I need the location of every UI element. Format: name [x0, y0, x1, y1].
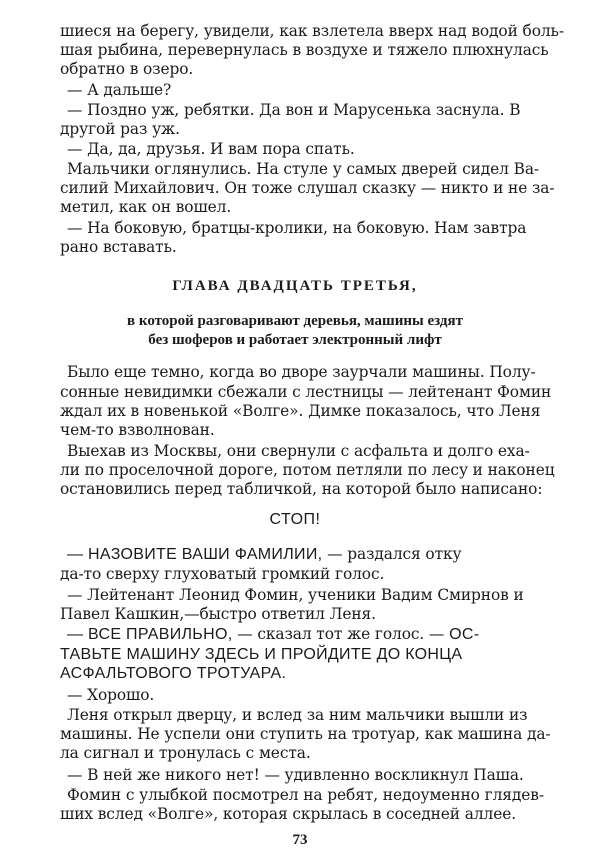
text-line: Леня открыл дверцу, и вслед за ним мальчики вышли из: [67, 706, 528, 724]
text-line: Выехав из Москвы, они свернули с асфальта и долго еха-: [67, 442, 530, 460]
text-span: — сказал тот же голос. —: [232, 625, 450, 643]
text-line: Мальчики оглянулись. На стуле у самых дверей сидел Ва-: [67, 160, 540, 178]
chapter-title: ГЛАВА ДВАДЦАТЬ ТРЕТЬЯ,: [172, 278, 418, 294]
dialogue-line: — Поздно уж, ребятки. Да вон и Марусенька заснула. В: [67, 101, 521, 119]
text-line: сонные невидимки сбежали с лестницы — лейтенант Фомин: [60, 383, 552, 401]
text-line: чем-то взволнован.: [60, 421, 215, 439]
caps-voice: ОС-: [449, 626, 480, 643]
dialogue-line: — Хорошо.: [67, 686, 155, 704]
text-line: [67, 545, 504, 564]
caps-voice: — НАЗОВИТЕ ВАШИ ФАМИЛИИ,: [67, 546, 323, 563]
text-line: метил, как он вошел.: [60, 198, 232, 216]
text-line: шая рыбина, перевернулась в воздухе и тяжело плюхнулась: [60, 41, 549, 59]
caps-line: ТАВЬТЕ МАШИНУ ЗДЕСЬ И ПРОЙДИТЕ ДО КОНЦА: [60, 646, 463, 663]
text-span: — раздался отку: [322, 545, 462, 563]
text-line: Фомин с улыбкой посмотрел на ребят, недоуменно глядев-: [67, 786, 544, 804]
text-line: Павел Кашкин,—быстро ответил Леня.: [60, 605, 376, 623]
dialogue-line: — А дальше?: [67, 81, 172, 99]
caps-voice: — ВСЕ ПРАВИЛЬНО,: [67, 626, 233, 643]
caps-line: АСФАЛЬТОВОГО ТРОТУАРА.: [60, 665, 287, 682]
text-line: ла сигнал и тронулась с места.: [60, 744, 311, 762]
text-line: ли по проселочной дороге, потом петляли по лесу и наконец: [60, 461, 555, 479]
text-line: другой раз уж.: [60, 120, 180, 138]
chapter-subtitle: в которой разговаривают деревья, машины ездят: [127, 313, 463, 329]
dialogue-line: — На боковую, братцы-кролики, на боковую. Нам завтра: [67, 219, 527, 237]
dialogue-line: — Да, да, друзья. И вам пора спать.: [67, 140, 355, 158]
text-line: Было еще темно, когда во дворе заурчали машины. Полу-: [67, 363, 536, 381]
text-line: остановились перед табличкой, на которой было написано:: [60, 480, 543, 498]
dialogue-line: — В ней же никого нет! — удивленно воскликнул Паша.: [67, 766, 524, 784]
page-number: 73: [292, 832, 308, 848]
text-line: шиеся на берегу, увидели, как взлетела вверх над водой боль-: [60, 22, 564, 40]
text-line: ших вслед «Волге», которая скрылась в соседней аллее.: [60, 805, 516, 823]
text-line: машины. Не успели они ступить на тротуар, как машина да-: [60, 725, 551, 743]
chapter-subtitle: без шоферов и работает электронный лифт: [148, 332, 442, 348]
text-line: обратно в озеро.: [60, 60, 194, 78]
text-line: силий Михайлович. Он тоже слушал сказку — никто и не за-: [60, 179, 555, 197]
text-line: рано вставать.: [60, 238, 177, 256]
sign-text: СТОП!: [269, 511, 321, 528]
text-line: да-то сверху глуховатый громкий голос.: [60, 565, 385, 583]
dialogue-line: — Лейтенант Леонид Фомин, ученики Вадим Смирнов и: [67, 586, 524, 604]
text-line: [67, 625, 504, 644]
text-line: ждал их в новенькой «Волге». Димке показалось, что Леня: [60, 402, 541, 420]
